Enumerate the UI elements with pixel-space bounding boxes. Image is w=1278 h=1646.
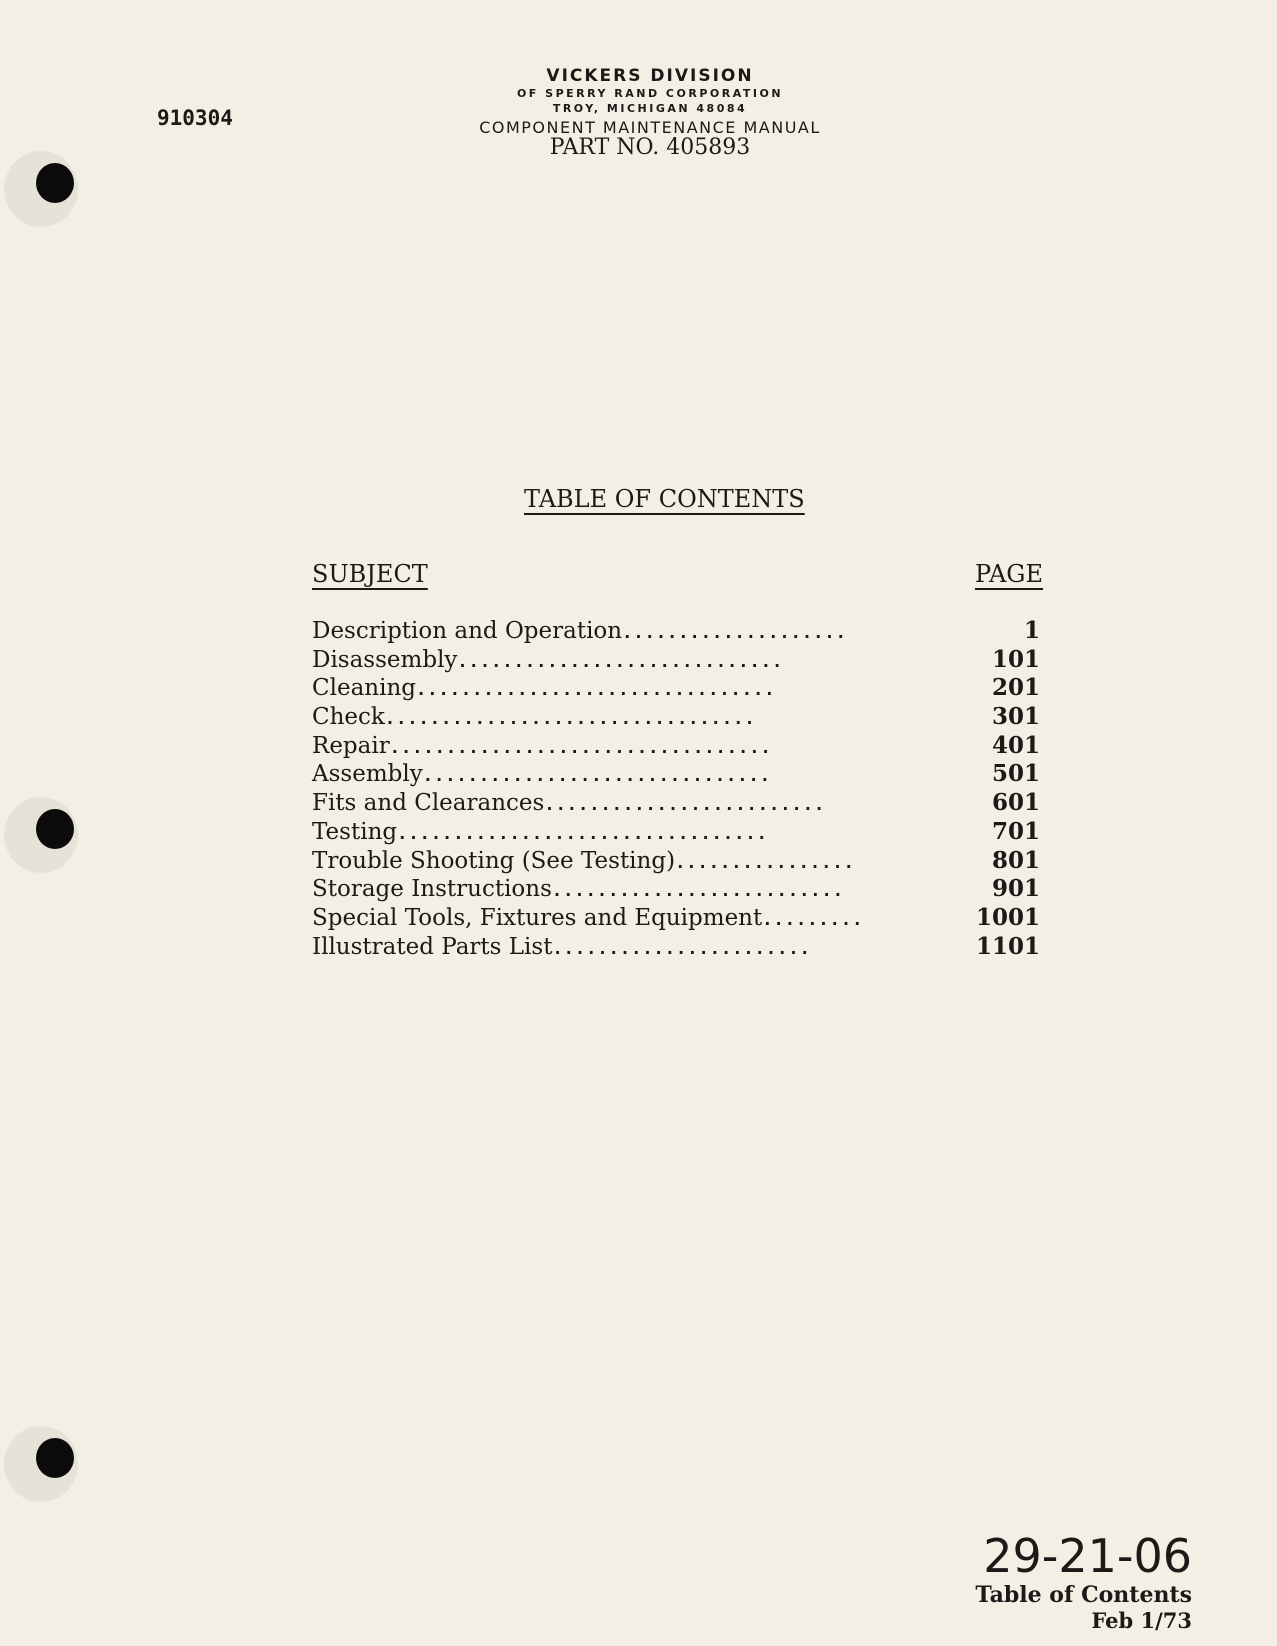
- toc-page-number: 1101: [975, 932, 1040, 960]
- toc-subject: Disassembly: [312, 646, 458, 673]
- toc-page-number: 601: [991, 789, 1040, 817]
- location: TROY, MICHIGAN 48084: [552, 102, 748, 115]
- toc-subject: Testing: [312, 818, 398, 845]
- toc-subject: Storage Instructions: [312, 876, 552, 903]
- toc-page-number: 401: [991, 731, 1040, 759]
- dot-leader: ....................: [622, 623, 847, 643]
- subject-heading: SUBJECT: [312, 560, 428, 588]
- toc-subject: Fits and Clearances: [312, 790, 545, 817]
- toc-entry: [312, 732, 1040, 761]
- toc-subject: Trouble Shooting (See Testing): [312, 847, 676, 874]
- corporation-name: OF SPERRY RAND CORPORATION: [516, 87, 784, 100]
- page-footer: [975, 1530, 1192, 1633]
- manual-title: COMPONENT MAINTENANCE MANUAL: [479, 118, 821, 137]
- toc-subject: Assembly: [312, 761, 423, 788]
- dot-leader: .........................: [544, 795, 826, 816]
- chapter-code: 29-21-06: [983, 1529, 1192, 1583]
- toc-entry: [312, 703, 1040, 732]
- toc-entry: [312, 760, 1040, 789]
- toc-title: TABLE OF CONTENTS: [524, 485, 805, 513]
- toc-page-number: 301: [991, 703, 1040, 731]
- toc-page-number: 1001: [975, 903, 1040, 931]
- toc-entry: [312, 933, 1040, 962]
- dot-leader: .........: [762, 909, 864, 930]
- toc-subject: Cleaning: [312, 675, 416, 702]
- dot-leader: ...............................: [422, 766, 771, 787]
- toc-subject: Repair: [312, 732, 390, 759]
- toc-subject: Illustrated Parts List: [312, 933, 553, 960]
- dot-leader: .......................: [552, 938, 811, 959]
- page-heading: PAGE: [975, 560, 1043, 588]
- toc-subject: Check: [312, 704, 385, 731]
- dot-leader: ..........................: [551, 881, 845, 902]
- toc-entry: [312, 875, 1040, 904]
- dot-leader: ..................................: [389, 737, 772, 758]
- document-number: 910304: [157, 106, 233, 130]
- toc-page-number: 801: [991, 846, 1040, 874]
- footer-section: Table of Contents: [975, 1582, 1192, 1608]
- toc-page-number: 501: [991, 760, 1040, 788]
- toc-entry: [312, 847, 1040, 876]
- dot-leader: .............................: [457, 651, 784, 672]
- toc-subject: Description and Operation: [312, 618, 623, 644]
- binder-hole-top: [36, 163, 74, 203]
- part-number: PART NO. 405893: [549, 135, 751, 160]
- toc-subject: Special Tools, Fixtures and Equipment: [312, 904, 763, 931]
- toc-entry: [312, 789, 1040, 818]
- dot-leader: .................................: [397, 823, 768, 844]
- toc-entry: [312, 818, 1040, 847]
- toc-entry: [312, 617, 1040, 646]
- revision-date: Feb 1/73: [1091, 1608, 1192, 1633]
- toc-entry: [312, 904, 1040, 933]
- toc-page-number: 201: [991, 674, 1040, 702]
- toc-page-number: 1: [1023, 617, 1040, 644]
- document-header: [420, 66, 880, 160]
- toc-page-number: 901: [991, 875, 1040, 903]
- dot-leader: ................................: [415, 680, 776, 701]
- toc-page-number: 701: [991, 817, 1040, 845]
- binder-hole-bottom: [36, 1438, 74, 1478]
- toc-entry: [312, 646, 1040, 675]
- toc-list: [312, 617, 1040, 961]
- binder-hole-middle: [36, 809, 74, 849]
- toc-page-number: 101: [991, 645, 1040, 673]
- division-name: VICKERS DIVISION: [546, 66, 754, 86]
- dot-leader: .................................: [384, 709, 756, 730]
- dot-leader: ................: [675, 852, 855, 873]
- toc-entry: [312, 674, 1040, 703]
